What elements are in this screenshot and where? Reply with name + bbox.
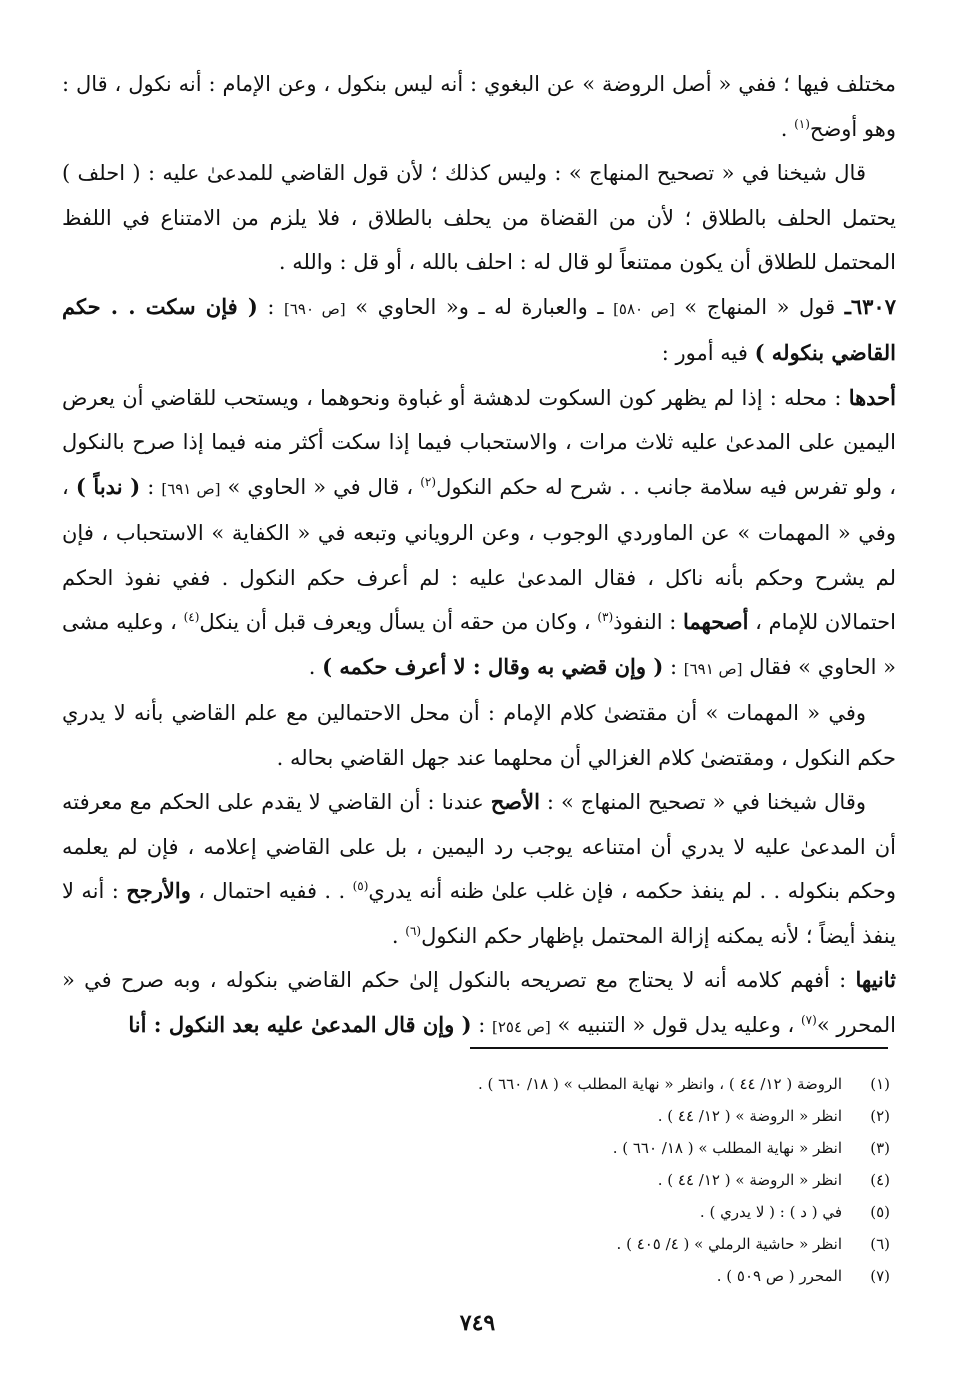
paragraph-4-text-i: . bbox=[308, 654, 323, 679]
footnote-text: انظر « الروضة » ( ١٢/ ٤٤ ) . bbox=[657, 1171, 842, 1189]
footnote-marker-1: (١) bbox=[794, 116, 810, 131]
paragraph-4-text-b: ، قال في « الحاوي » bbox=[220, 474, 421, 499]
footnote-item bbox=[120, 1228, 890, 1260]
paragraph-2: قال شيخنا في « تصحيح المنهاج » : وليس كذلك ؛ لأن قول القاضي للمدعىٰ عليه : ( احلف ) يحتمل الحلف بالطلاق ؛ لأن من القضاة من يحلف بالطلاق ، فلا يلزم من الامتناع في اللفظ المحتمل للطلاق أن يكون ممتنعاً لو قال له : احلف بالله ، أو قل : والله . bbox=[62, 161, 896, 274]
quoted-text: ( ندباً ) bbox=[75, 473, 141, 499]
footnote-number: (٣) bbox=[870, 1139, 890, 1157]
quoted-text: ( وإن قضي به وقال : لا أعرف حكمه ) bbox=[322, 653, 664, 679]
footnote-number: (١) bbox=[870, 1075, 890, 1093]
paragraph-7-text-b: ، وعليه يدل قول « التنبيه » bbox=[550, 1012, 801, 1037]
page-reference: [ص ٥٨٠] bbox=[613, 299, 675, 318]
footnote-item bbox=[120, 1068, 890, 1100]
paragraph-1-text: مختلف فيها ؛ ففي « أصل الروضة » عن البغوي : أنه ليس بنكول ، وعن الإمام : أنه نكول ، قال : وهو أوضح bbox=[62, 72, 896, 141]
quoted-text: ( فإن سكت . . حكم القاضي بنكوله ) bbox=[62, 293, 896, 365]
footnote-marker-6: (٦) bbox=[405, 923, 422, 938]
footnote-number: (٧) bbox=[870, 1267, 890, 1285]
paragraph-4-text-h: : bbox=[663, 654, 684, 679]
paragraph-6-text-d: : أنه لا ينفذ أيضاً ؛ لأنه يمكنه إزالة المحتمل بإظهار حكم النكول bbox=[62, 879, 896, 948]
footnote-marker-3: (٣) bbox=[597, 610, 614, 624]
paragraph-7 bbox=[62, 958, 896, 1049]
footnote-text: الروضة ( ١٢/ ٤٤ ) ، وانظر « نهاية المطلب » ( ١٨/ ٦٦٠ ) . bbox=[477, 1075, 842, 1093]
section-label-first: أحدها bbox=[848, 384, 896, 410]
footnote-text: انظر « نهاية المطلب » ( ١٨/ ٦٦٠ ) . bbox=[612, 1139, 842, 1157]
page-reference: [ص ٦٩١] bbox=[161, 479, 221, 498]
paragraph-1-end: . bbox=[780, 116, 795, 141]
paragraph-4-text-a: : محله : إذا لم يظهر كون السكوت لدهشة أو غباوة ونحوهما ، ويستحب للقاضي أن يعرض اليمين على المدعىٰ عليه ثلاث مرات ، والاستحباب فيما إذا سكت أكثر منه فيما إذا صرح بالنكول ، ولو تفرس فيه سلامة جانب . . شرح له حكم النكول bbox=[62, 385, 897, 499]
footnote-item bbox=[120, 1132, 890, 1164]
footnote-number: (٥) bbox=[870, 1203, 890, 1221]
footnote-number: (٢) bbox=[870, 1107, 890, 1125]
footnote-separator bbox=[470, 1047, 888, 1049]
keyword-asahh: الأصح bbox=[490, 789, 540, 814]
paragraph-7-text-a: : أفهم كلامه أنه لا يحتاج مع تصريحه بالنكول إلىٰ حكم القاضي بنكوله ، وبه صرح في « المحرر » bbox=[62, 968, 896, 1037]
paragraph-7-text-c: : bbox=[471, 1012, 492, 1037]
issue-number: ٦٣٠٧ـ bbox=[844, 293, 896, 319]
paragraph-3 bbox=[62, 285, 896, 376]
section-label-second: ثانيها bbox=[855, 967, 896, 992]
footnote-number: (٤) bbox=[870, 1171, 890, 1189]
paragraph-3-text-c: : bbox=[257, 294, 284, 319]
keyword-arjah: والأرجح bbox=[126, 878, 191, 903]
paragraph-6-text-b: عندنا : أن القاضي لا يقدم على الحكم مع معرفته أن المدعىٰ عليه لا يدري أن امتناعه يوجب رد اليمين ، بل على القاضي إعلامه ، فإن لم يعلمه وحكم بنكوله . . لم ينفذ حكمه ، فإن غلب علىٰ ظنه أنه يدري bbox=[62, 790, 897, 903]
footnote-item bbox=[120, 1164, 890, 1196]
paragraph-3-text-a: قول « المنهاج » bbox=[674, 294, 845, 319]
paragraph-4-text-g: ، وعليه مشى « الحاوي » فقال bbox=[62, 610, 896, 679]
footnote-number: (٦) bbox=[870, 1235, 890, 1253]
paragraph-3-text-b: ـ والعبارة له ـ و« الحاوي » bbox=[345, 294, 614, 319]
paragraph-6-text-a: وقال شيخنا في « تصحيح المنهاج » : bbox=[539, 790, 866, 814]
main-text-block bbox=[62, 62, 896, 1049]
keyword-asahhuma: أصحهما bbox=[683, 609, 749, 634]
paragraph-6-text-e: . bbox=[391, 923, 406, 948]
paragraph-4-text-f: ، وكان من حقه أن يسأل ويعرف قبل أن ينكل bbox=[199, 610, 598, 634]
page-reference: [ص ٦٩١] bbox=[683, 659, 743, 678]
footnotes bbox=[120, 1068, 890, 1292]
page-reference: [ص ٢٥٤] bbox=[491, 1017, 551, 1036]
footnote-text: المحرر ( ص ٥٠٩ ) . bbox=[716, 1267, 842, 1285]
footnote-marker-2: (٢) bbox=[420, 474, 437, 489]
footnote-text: في ( د ) : ( لا يدري ) . bbox=[699, 1203, 842, 1221]
paragraph-4-text-d: ، وفي « المهمات » عن الماوردي الوجوب ، وعن الروياني وتبعه في « الكفاية » الاستحباب ، فإن لم يشرح وحكم بأنه ناكل ، فقال المدعىٰ عليه : لم أعرف حكم النكول . ففي نفوذ الحكم احتمالان للإمام ، bbox=[62, 474, 896, 634]
paragraph-6 bbox=[62, 780, 896, 958]
paragraph-4-text-e: : النفوذ bbox=[613, 610, 684, 634]
page-number: ٧٤٩ bbox=[459, 1310, 496, 1336]
paragraph-5: وفي « المهمات » أن مقتضىٰ كلام الإمام : أن محل الاحتمالين مع علم القاضي بأنه لا يدري حكم النكول ، ومقتضىٰ كلام الغزالي أن محلهما عند جهل القاضي بحاله . bbox=[62, 701, 896, 770]
page-reference: [ص ٦٩٠] bbox=[283, 299, 346, 318]
paragraph-3-text-d: فيه أمور : bbox=[661, 341, 755, 365]
footnote-marker-5: (٥) bbox=[352, 879, 369, 893]
footnote-text: انظر « حاشية الرملي » ( ٤/ ٤٠٥ ) . bbox=[616, 1235, 842, 1253]
footnote-item bbox=[120, 1260, 890, 1292]
footnote-text: انظر « الروضة » ( ١٢/ ٤٤ ) . bbox=[657, 1107, 842, 1125]
paragraph-1 bbox=[62, 62, 896, 151]
footnote-marker-7: (٧) bbox=[800, 1012, 817, 1027]
footnote-item bbox=[120, 1100, 890, 1132]
paragraph-4-text-c: : bbox=[140, 474, 162, 499]
footnote-marker-4: (٤) bbox=[183, 610, 200, 624]
footnote-item bbox=[120, 1196, 890, 1228]
quoted-text: ( وإن قال المدعىٰ عليه بعد النكول : أنا bbox=[128, 1011, 472, 1037]
paragraph-6-text-c: . . ففيه احتمال ، bbox=[190, 879, 353, 903]
paragraph-4 bbox=[62, 376, 896, 692]
